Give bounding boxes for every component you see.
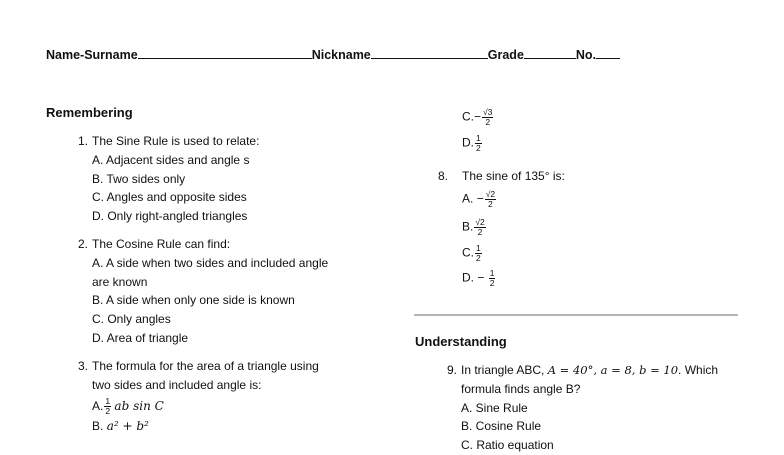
question-3-number: 3. bbox=[77, 359, 88, 373]
question-2-option-d[interactable]: D. Area of triangle bbox=[92, 330, 189, 345]
section-understanding-heading: Understanding bbox=[415, 334, 507, 349]
option-label: D. bbox=[462, 270, 474, 285]
question-9-text-line1 bbox=[461, 361, 718, 380]
question-2-option-c[interactable]: C. Only angles bbox=[92, 312, 171, 327]
number-blank[interactable] bbox=[596, 46, 620, 59]
question-8-option-c[interactable] bbox=[462, 244, 482, 263]
question-9-text-end: . Which bbox=[678, 363, 719, 377]
option-math: a² + b² bbox=[106, 418, 149, 433]
fraction-denominator: 2 bbox=[105, 405, 111, 416]
fraction-denominator: 2 bbox=[476, 143, 481, 153]
question-2-option-a[interactable]: A. A side when two sides and included angle bbox=[92, 255, 329, 270]
number-label: No. bbox=[575, 48, 597, 62]
fraction bbox=[475, 134, 482, 153]
question-3-option-b[interactable] bbox=[92, 417, 319, 436]
fraction-denominator: 2 bbox=[489, 278, 495, 288]
fraction-denominator: 2 bbox=[488, 199, 493, 209]
option-label: A. bbox=[462, 191, 474, 206]
question-1-text: The Sine Rule is used to relate: bbox=[92, 134, 260, 148]
question-9-number: 9. bbox=[446, 363, 457, 377]
question-8-option-a[interactable] bbox=[462, 190, 496, 209]
fraction-numerator: √3 bbox=[483, 107, 493, 117]
question-1-option-b[interactable]: B. Two sides only bbox=[92, 171, 186, 186]
student-info-header bbox=[46, 46, 620, 62]
question-7-option-c[interactable] bbox=[462, 108, 493, 127]
question-9-option-a[interactable]: A. Sine Rule bbox=[461, 400, 528, 415]
minus-sign: − bbox=[476, 191, 484, 206]
question-9-math: A = 40°, a = 8, b = 10 bbox=[547, 363, 679, 377]
grade-blank[interactable] bbox=[524, 46, 576, 59]
option-label: B. bbox=[462, 219, 474, 234]
grade-label: Grade bbox=[487, 48, 524, 62]
question-9-text-start: In triangle ABC, bbox=[461, 363, 548, 377]
question-8-option-b[interactable] bbox=[462, 218, 486, 237]
option-label: B. bbox=[92, 418, 104, 433]
option-label: C. bbox=[462, 109, 474, 124]
fraction bbox=[489, 269, 496, 288]
fraction bbox=[475, 244, 482, 263]
fraction-numerator: 1 bbox=[105, 395, 111, 406]
question-2-number: 2. bbox=[77, 237, 88, 251]
fraction-numerator: 1 bbox=[476, 243, 481, 253]
question-3-option-a[interactable] bbox=[92, 395, 319, 417]
fraction bbox=[474, 218, 485, 237]
section-divider bbox=[414, 314, 738, 316]
minus-sign: − bbox=[477, 270, 485, 285]
fraction-numerator: 1 bbox=[489, 268, 495, 278]
name-surname-label: Name-Surname bbox=[46, 48, 138, 62]
question-1-number: 1. bbox=[77, 134, 88, 148]
minus-sign: − bbox=[474, 109, 482, 124]
fraction-numerator: √2 bbox=[485, 189, 496, 199]
option-label: D. bbox=[462, 135, 474, 150]
question-9-text-line2: formula finds angle B? bbox=[461, 381, 581, 396]
question-2-text: The Cosine Rule can find: bbox=[92, 237, 231, 251]
nickname-blank[interactable] bbox=[371, 46, 488, 59]
question-3 bbox=[77, 357, 319, 435]
name-surname-blank[interactable] bbox=[138, 46, 312, 59]
fraction bbox=[485, 190, 496, 209]
question-2-option-b[interactable]: B. A side when only one side is known bbox=[92, 293, 295, 308]
question-3-text-line2: two sides and included angle is: bbox=[92, 377, 262, 392]
question-8-option-d[interactable] bbox=[462, 269, 495, 288]
fraction-numerator: 1 bbox=[476, 133, 481, 143]
question-8-number: 8. bbox=[438, 169, 449, 183]
fraction-numerator: √2 bbox=[475, 217, 485, 227]
option-label: C. bbox=[462, 245, 474, 260]
option-label: A. bbox=[92, 398, 104, 413]
question-1-option-d[interactable]: D. Only right-angled triangles bbox=[92, 209, 248, 224]
question-7-option-d[interactable] bbox=[462, 134, 482, 153]
nickname-label: Nickname bbox=[311, 48, 371, 62]
question-8-text: The sine of 135° is: bbox=[462, 169, 565, 183]
question-1-option-a[interactable]: A. Adjacent sides and angle s bbox=[92, 152, 250, 167]
fraction bbox=[482, 108, 493, 127]
fraction-denominator: 2 bbox=[476, 253, 481, 263]
question-2 bbox=[77, 235, 329, 348]
option-math: ab sin C bbox=[114, 398, 164, 413]
question-9-option-b[interactable]: B. Cosine Rule bbox=[461, 419, 542, 434]
fraction bbox=[104, 397, 111, 416]
section-remembering-heading: Remembering bbox=[46, 105, 133, 120]
question-1-option-c[interactable]: C. Angles and opposite sides bbox=[92, 190, 247, 205]
question-9-option-c[interactable]: C. Ratio equation bbox=[461, 438, 554, 453]
question-2-option-a-continued[interactable]: are known bbox=[92, 274, 148, 289]
fraction-denominator: 2 bbox=[485, 117, 491, 127]
fraction-denominator: 2 bbox=[477, 227, 483, 237]
question-3-text-line1: The formula for the area of a triangle using bbox=[92, 359, 319, 373]
question-1 bbox=[77, 132, 260, 226]
